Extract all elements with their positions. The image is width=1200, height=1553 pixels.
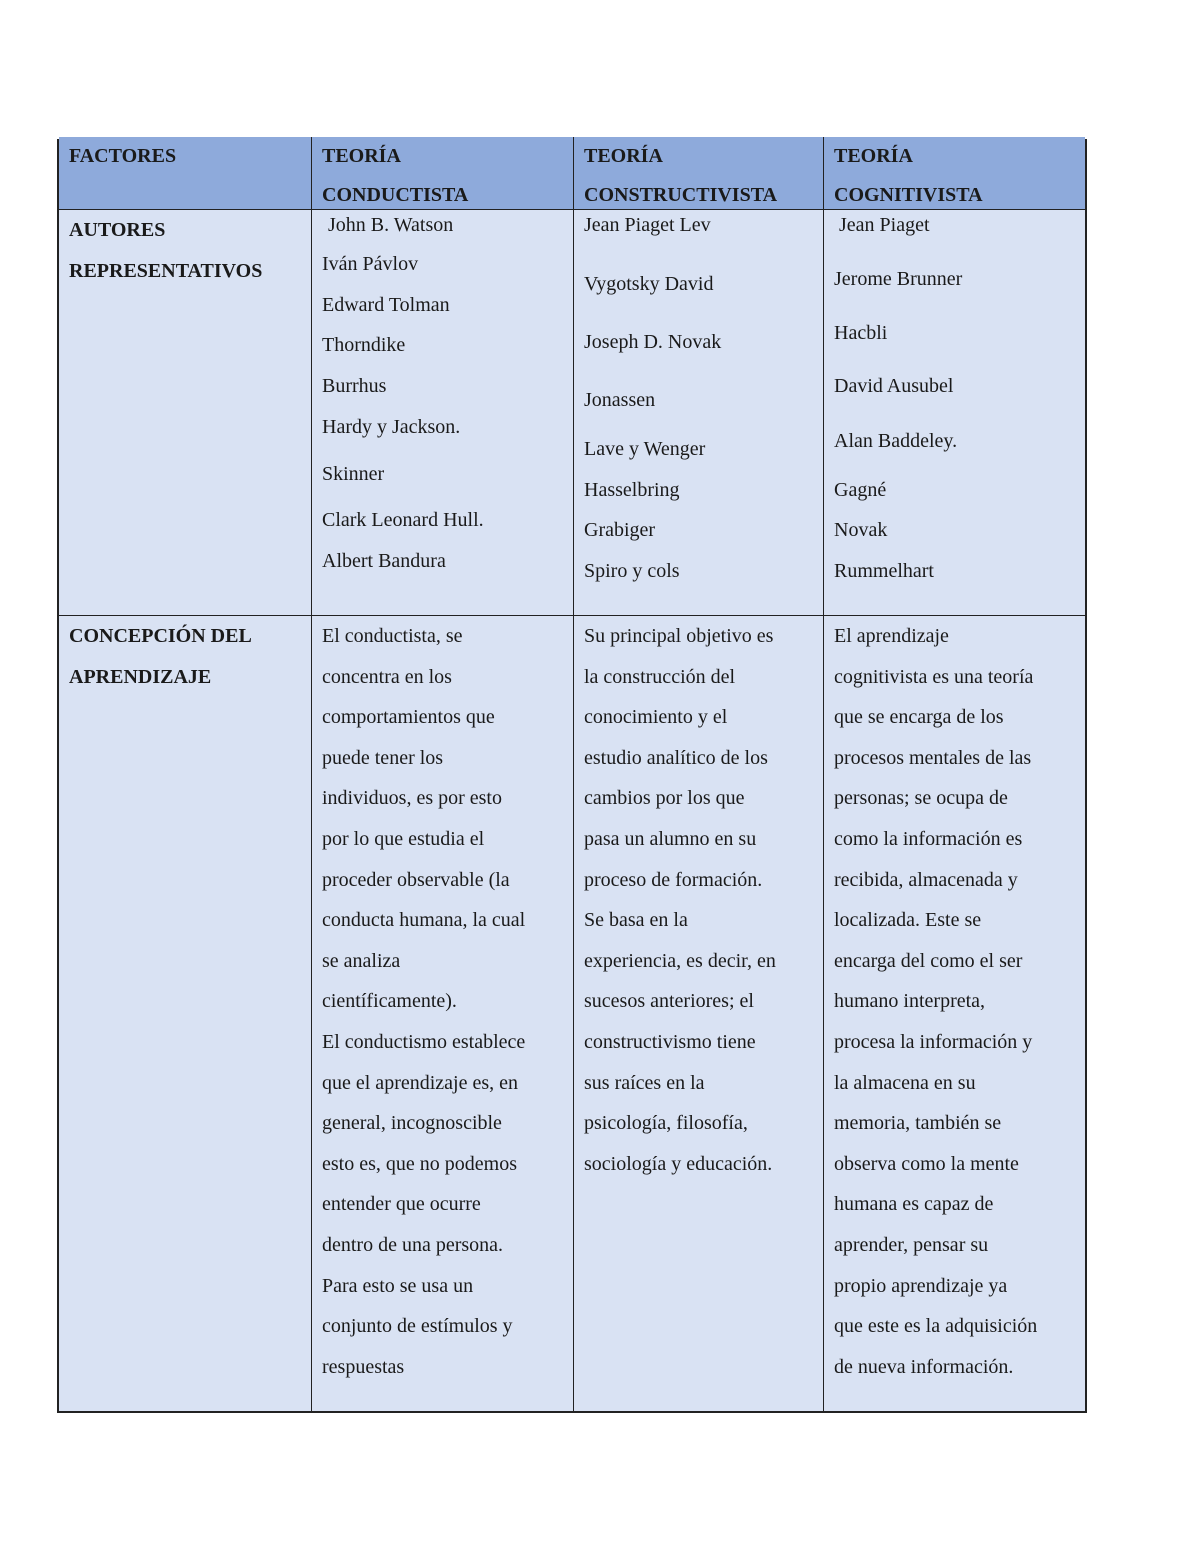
list-item: David Ausubel (834, 375, 954, 397)
paragraph (834, 616, 1075, 1387)
list-item: Burrhus (322, 375, 387, 397)
author-list (834, 210, 1075, 592)
autores-conductista (312, 210, 574, 616)
list-item: Jerome Brunner (834, 268, 963, 290)
header-conductista (312, 137, 574, 210)
text-line: se analiza (322, 949, 401, 972)
list-item: Spiro y cols (584, 560, 680, 582)
concepcion-conductista (312, 616, 574, 1411)
header-line: TEORÍA (584, 145, 663, 167)
text-line: proceder observable (la (322, 868, 510, 891)
text-line: la construcción del (584, 665, 736, 688)
list-item: Novak (834, 519, 888, 541)
list-item: Vygotsky David (584, 273, 714, 295)
text-line: individuos, es por esto (322, 787, 502, 810)
text-line: Su principal objetivo es (584, 625, 774, 647)
text-line: sucesos anteriores; el (584, 990, 754, 1013)
header-line: FACTORES (69, 145, 177, 167)
text-line: científicamente). (322, 990, 457, 1013)
text-line: encarga del como el ser (834, 949, 1023, 972)
text-line: El conductista, se (322, 625, 463, 647)
factor-autores (59, 210, 312, 616)
text-line: psicología, filosofía, (584, 1112, 748, 1135)
list-item: Jean Piaget (839, 214, 930, 236)
text-line: como la información es (834, 827, 1023, 850)
list-item: Edward Tolman (322, 294, 450, 316)
text-line: experiencia, es decir, en (584, 949, 776, 972)
header-line: COGNITIVISTA (834, 184, 983, 206)
text-line: dentro de una persona. (322, 1233, 504, 1256)
factor-line: AUTORES (69, 219, 166, 241)
header-line: TEORÍA (834, 145, 913, 167)
text-line: puede tener los (322, 746, 444, 769)
list-item: Skinner (322, 463, 385, 485)
text-line: humana es capaz de (834, 1193, 994, 1216)
paragraph (322, 616, 563, 1387)
comparison-table (57, 139, 1087, 1413)
text-line: constructivismo tiene (584, 1030, 756, 1053)
text-line: respuestas (322, 1355, 405, 1378)
text-line: Para esto se usa un (322, 1274, 474, 1297)
list-item: Jean Piaget Lev (584, 214, 711, 236)
text-line: esto es, que no podemos (322, 1152, 517, 1175)
text-line: sus raíces en la (584, 1071, 705, 1094)
text-line: recibida, almacenada y (834, 868, 1018, 891)
concepcion-cognitivista (824, 616, 1085, 1411)
header-line: CONDUCTISTA (322, 184, 469, 206)
text-line: comportamientos que (322, 706, 495, 729)
text-line: proceso de formación. (584, 868, 763, 891)
header-factores (59, 137, 312, 210)
list-item: Albert Bandura (322, 550, 446, 572)
header-line: TEORÍA (322, 145, 401, 167)
list-item: Alan Baddeley. (834, 430, 958, 452)
concepcion-constructivista (574, 616, 824, 1411)
text-line: de nueva información. (834, 1355, 1014, 1378)
text-line: aprender, pensar su (834, 1233, 989, 1256)
text-line: observa como la mente (834, 1152, 1019, 1175)
text-line: El aprendizaje (834, 625, 949, 647)
list-item: Jonassen (584, 389, 656, 411)
text-line: propio aprendizaje ya (834, 1274, 1008, 1297)
text-line: pasa un alumno en su (584, 827, 757, 850)
header-constructivista (574, 137, 824, 210)
text-line: que se encarga de los (834, 706, 1004, 729)
autores-cognitivista (824, 210, 1085, 616)
list-item: Gagné (834, 479, 887, 501)
text-line: por lo que estudia el (322, 827, 485, 850)
text-line: procesa la información y (834, 1030, 1033, 1053)
header-line: CONSTRUCTIVISTA (584, 184, 778, 206)
text-line: memoria, también se (834, 1112, 1002, 1135)
factor-line: CONCEPCIÓN DEL (69, 625, 252, 647)
list-item: Thorndike (322, 334, 406, 356)
text-line: humano interpreta, (834, 990, 986, 1013)
text-line: que el aprendizaje es, en (322, 1071, 519, 1094)
text-line: cambios por los que (584, 787, 745, 810)
text-line: la almacena en su (834, 1071, 976, 1094)
list-item: Hardy y Jackson. (322, 416, 461, 438)
text-line: Se basa en la (584, 909, 688, 932)
list-item: Hacbli (834, 322, 888, 344)
autores-constructivista (574, 210, 824, 616)
text-line: El conductismo establece (322, 1030, 526, 1053)
text-line: entender que ocurre (322, 1193, 481, 1216)
factor-line: APRENDIZAJE (69, 666, 212, 688)
text-line: general, incognoscible (322, 1112, 502, 1135)
author-list (322, 210, 563, 582)
text-line: personas; se ocupa de (834, 787, 1008, 810)
text-line: concentra en los (322, 665, 452, 688)
text-line: sociología y educación. (584, 1152, 773, 1175)
list-item: Hasselbring (584, 479, 680, 501)
text-line: que este es la adquisición (834, 1315, 1038, 1338)
text-line: cognitivista es una teoría (834, 665, 1034, 688)
list-item: Grabiger (584, 519, 656, 541)
list-item: Iván Pávlov (322, 253, 419, 275)
list-item: Lave y Wenger (584, 438, 706, 460)
list-item: Joseph D. Novak (584, 331, 722, 353)
text-line: localizada. Este se (834, 909, 982, 932)
paragraph (584, 616, 813, 1184)
list-item: Clark Leonard Hull. (322, 509, 484, 531)
factor-line: REPRESENTATIVOS (69, 260, 263, 282)
text-line: conducta humana, la cual (322, 909, 526, 932)
author-list (584, 210, 813, 592)
text-line: conocimiento y el (584, 706, 728, 729)
factor-concepcion (59, 616, 312, 1411)
header-cognitivista (824, 137, 1085, 210)
text-line: procesos mentales de las (834, 746, 1032, 769)
list-item: John B. Watson (328, 214, 454, 236)
text-line: conjunto de estímulos y (322, 1315, 513, 1338)
text-line: estudio analítico de los (584, 746, 768, 769)
list-item: Rummelhart (834, 560, 934, 582)
